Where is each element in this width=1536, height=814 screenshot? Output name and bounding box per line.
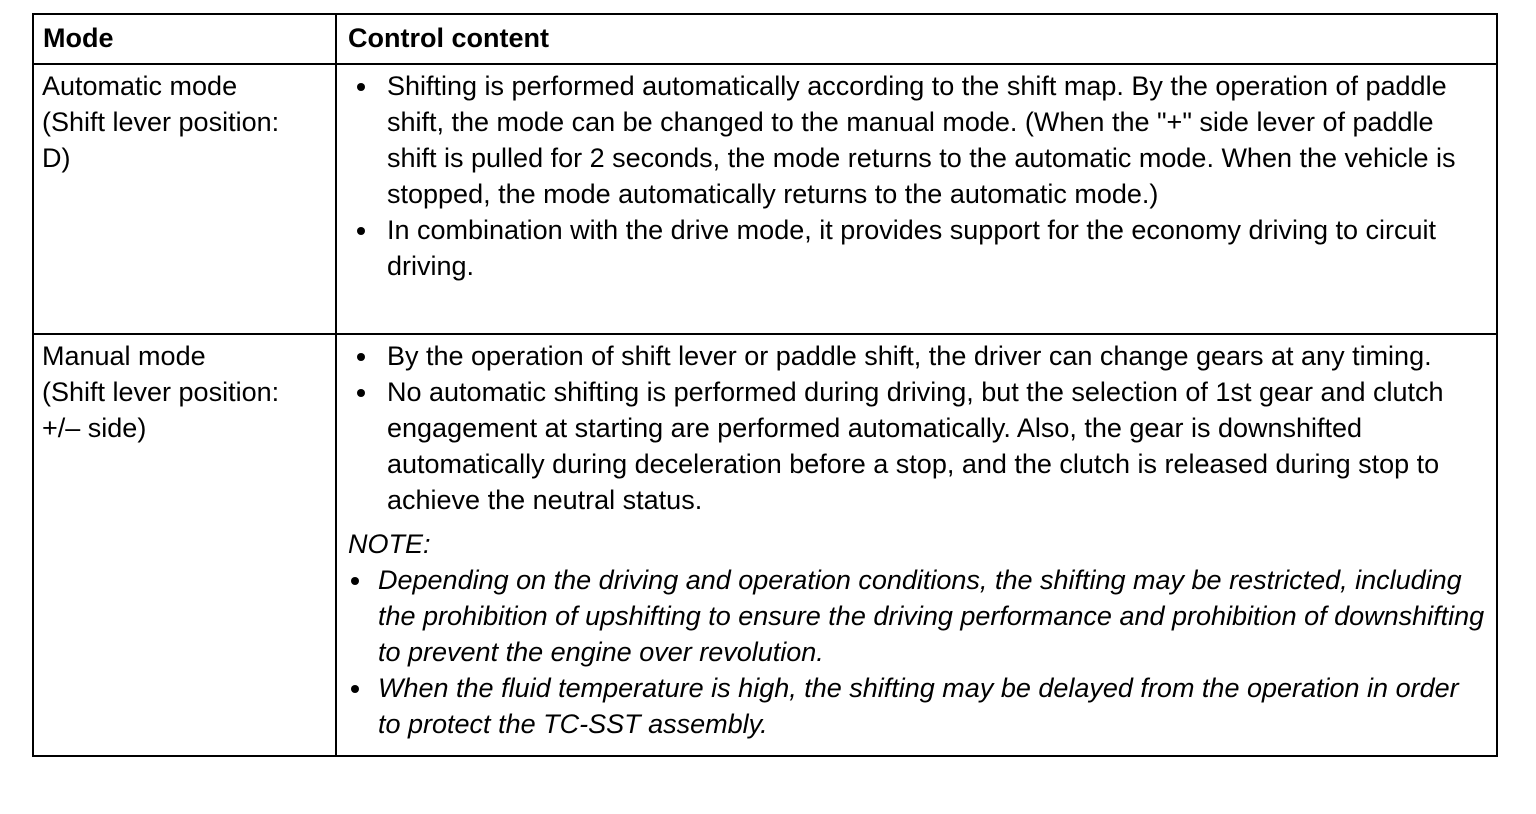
bullet-list <box>337 338 1486 518</box>
table-row-automatic-mode <box>33 64 1497 334</box>
list-item-text: No automatic shifting is performed during driving, but the selection of 1st gear and clutch engagement at starting are performed automatically. Also, the gear is downshifted automatically during deceleration before a stop, and the clutch is released during stop to achieve the neutral status. <box>387 377 1444 515</box>
list-item <box>337 338 1486 374</box>
note-title: NOTE: <box>348 529 431 559</box>
content-cell-manual <box>336 334 1497 756</box>
list-item-text: Shifting is performed automatically according to the shift map. By the operation of paddle shift, the mode can be changed to the manual mode. (When the "+" side lever of paddle shift is pulled for 2 seconds, the mode returns to the automatic mode. When the vehicle is stopped, the mode automatically returns to the automatic mode.) <box>387 71 1456 209</box>
mode-lever-value: +/– side) <box>42 413 147 443</box>
note-list <box>337 562 1486 742</box>
list-item <box>337 68 1486 212</box>
header-mode: Mode <box>33 14 336 64</box>
bullet-icon <box>351 685 359 693</box>
bullet-icon <box>357 353 365 361</box>
note-block <box>337 526 1486 742</box>
note-item <box>337 670 1486 742</box>
list-item <box>337 374 1486 518</box>
content-cell-automatic <box>336 64 1497 334</box>
mode-name: Automatic mode <box>42 71 238 101</box>
table-header-row <box>33 14 1497 64</box>
mode-cell-automatic <box>33 64 336 334</box>
mode-lever-value: D) <box>42 143 71 173</box>
table-row-manual-mode <box>33 334 1497 756</box>
mode-lever-label: (Shift lever position: <box>42 377 280 407</box>
list-item-text: In combination with the drive mode, it provides support for the economy driving to circuit driving. <box>387 215 1437 281</box>
header-control-content: Control content <box>336 14 1497 64</box>
bullet-icon <box>351 577 359 585</box>
mode-name: Manual mode <box>42 341 206 371</box>
bullet-icon <box>357 389 365 397</box>
bullet-icon <box>357 83 365 91</box>
note-item-text: When the fluid temperature is high, the shifting may be delayed from the operation in order to protect the TC-SST assembly. <box>378 673 1459 739</box>
bullet-list <box>337 68 1486 284</box>
mode-lever-label: (Shift lever position: <box>42 107 280 137</box>
note-item <box>337 562 1486 670</box>
list-item <box>337 212 1486 284</box>
mode-cell-manual <box>33 334 336 756</box>
note-item-text: Depending on the driving and operation conditions, the shifting may be restricted, including the prohibition of upshifting to ensure the driving performance and prohibition of downshifting to prevent the engine over revolution. <box>378 565 1485 667</box>
bullet-icon <box>357 227 365 235</box>
list-item-text: By the operation of shift lever or paddle shift, the driver can change gears at any timing. <box>387 341 1432 371</box>
mode-control-table <box>32 13 1498 757</box>
